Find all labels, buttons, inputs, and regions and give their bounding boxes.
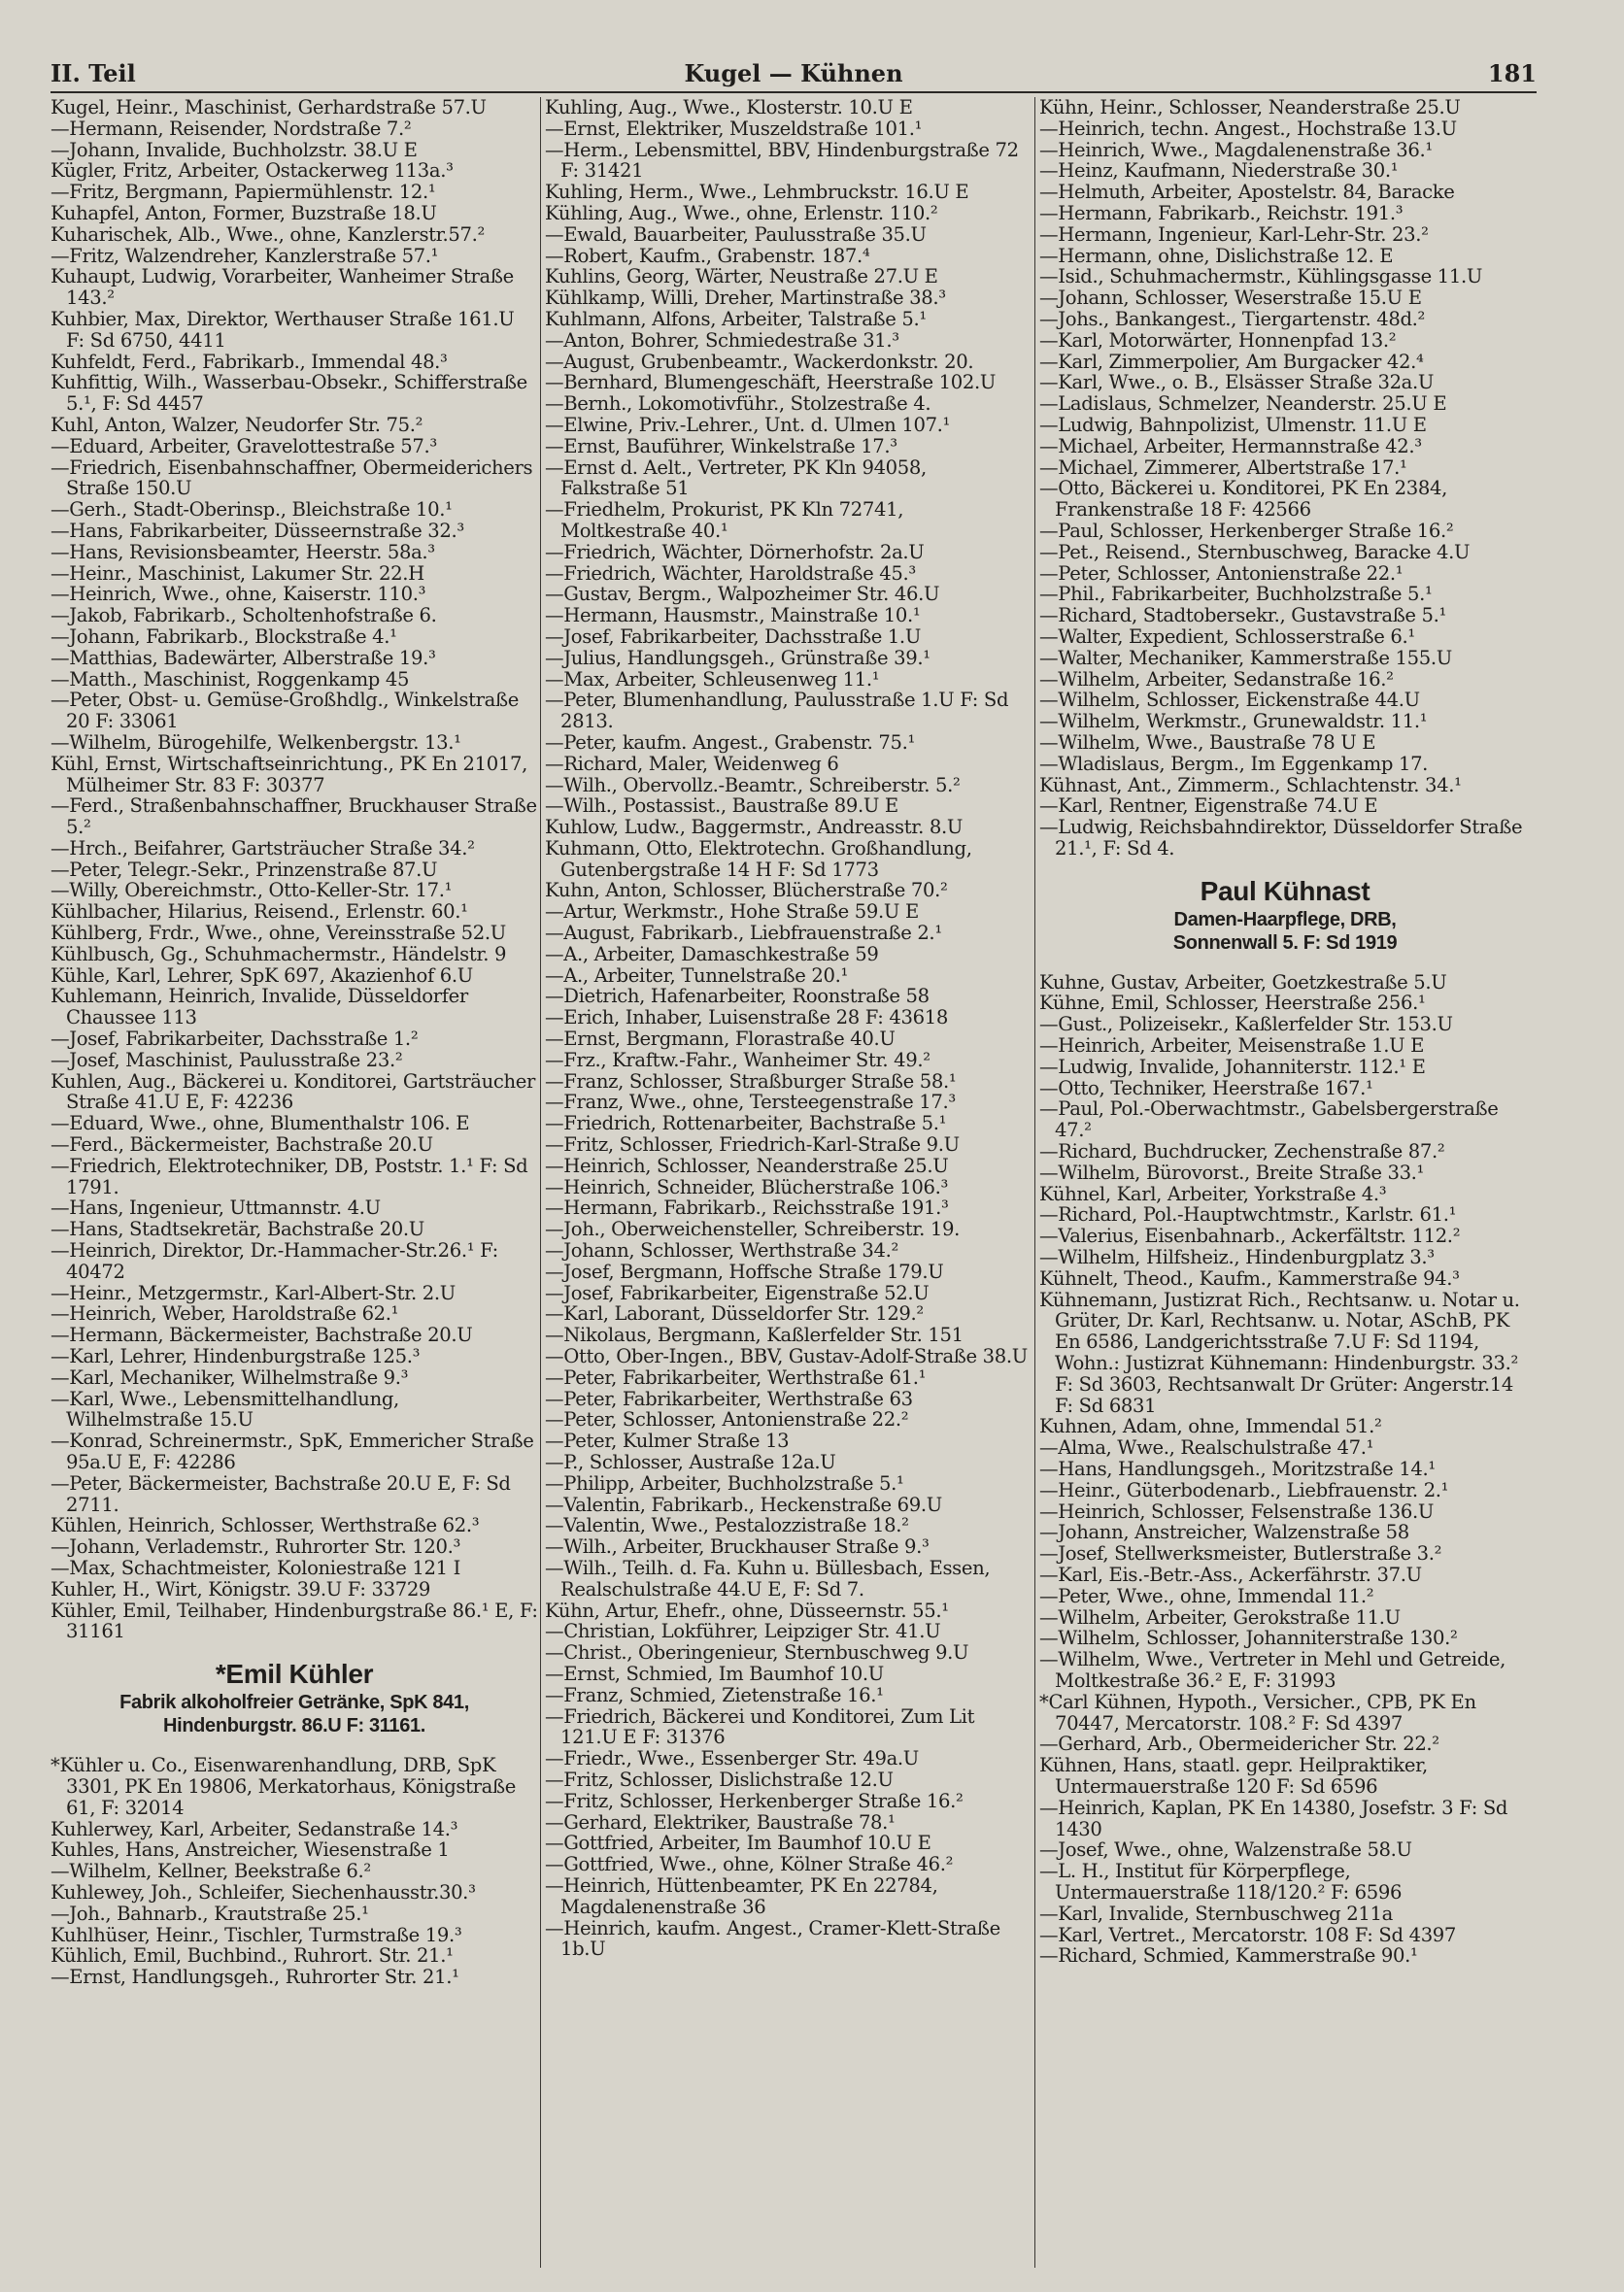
directory-entry: —August, Fabrikarb., Liebfrauenstraße 2.¹ xyxy=(545,922,942,945)
directory-entry: —Fritz, Schlosser, Dislichstraße 12.U xyxy=(545,1768,894,1791)
directory-entry: —Willy, Obereichmstr., Otto-Keller-Str. 17.¹ xyxy=(51,879,453,902)
directory-entry: —Ferd., Bäckermeister, Bachstraße 20.U xyxy=(51,1133,433,1157)
directory-entry: —Walter, Expedient, Schlosserstraße 6.¹ xyxy=(1039,624,1415,648)
directory-entry: —Ludwig, Invalide, Johanniterstr. 112.¹ E xyxy=(1039,1055,1426,1078)
directory-entry: —Gottfried, Arbeiter, Im Baumhof 10.U E xyxy=(545,1832,931,1855)
directory-entry: —Paul, Pol.-Oberwachtmstr., Gabelsbergerstraße 47.² xyxy=(1039,1097,1499,1142)
directory-entry: —Peter, Schlosser, Antonienstraße 22.¹ xyxy=(1039,561,1404,585)
directory-entry: Kuhmann, Otto, Elektrotechn. Großhandlung, Gutenbergstraße 14 H F: Sd 1773 xyxy=(545,836,972,881)
directory-entry: —Fritz, Schlosser, Friedrich-Karl-Straße 9.U xyxy=(545,1133,960,1157)
directory-entry: —Josef, Wwe., ohne, Walzenstraße 58.U xyxy=(1039,1838,1412,1862)
directory-entry: *Kühler u. Co., Eisenwarenhandlung, DRB, SpK 3301, PK En 19806, Merkatorhaus, Königstraße 61, F: 32014 xyxy=(51,1754,516,1819)
advertisement-title: Paul Kühnast xyxy=(1200,875,1370,906)
directory-entry: —Hermann, Bäckermeister, Bachstraße 20.U xyxy=(51,1324,473,1347)
directory-entry: —Isid., Schuhmachermstr., Kühlingsgasse 11.U xyxy=(1039,265,1482,288)
directory-entry: —Wilhelm, Hilfsheiz., Hindenburgplatz 3.³ xyxy=(1039,1246,1435,1269)
directory-entry: —Bernhard, Blumengeschäft, Heerstraße 102.U xyxy=(545,371,996,394)
directory-entry: Kuhne, Gustav, Arbeiter, Goetzkestraße 5.U xyxy=(1039,970,1447,994)
directory-entry: —Otto, Bäckerei u. Konditorei, PK En 2384, Frankenstraße 18 F: 42566 xyxy=(1039,477,1447,522)
directory-entry: —Jakob, Fabrikarb., Scholtenhofstraße 6. xyxy=(51,604,437,627)
directory-entry: —A., Arbeiter, Tunnelstraße 20.¹ xyxy=(545,963,848,987)
directory-entry: —Karl, Zimmerpolier, Am Burgacker 42.⁴ xyxy=(1039,350,1424,373)
directory-entry: —Pet., Reisend., Sternbuschweg, Baracke 4.U xyxy=(1039,540,1471,563)
directory-entry: —Ferd., Straßenbahnschaffner, Bruckhauser Straße 5.² xyxy=(51,794,537,839)
directory-entry: —Friedr., Wwe., Essenberger Str. 49a.U xyxy=(545,1747,919,1770)
directory-entry: —Ernst d. Aelt., Vertreter, PK Kln 94058, Falkstraße 51 xyxy=(545,455,927,500)
directory-entry: —Gustav, Bergm., Walpozheimer Str. 46.U xyxy=(545,583,940,606)
directory-entry: —Paul, Schlosser, Herkenberger Straße 16.² xyxy=(1039,519,1454,542)
advertisement xyxy=(51,1658,538,1737)
directory-entry: —Hermann, Fabrikarb., Reichsstraße 191.³ xyxy=(545,1197,949,1220)
directory-entry: —Richard, Pol.-Hauptwchtmstr., Karlstr. 61.¹ xyxy=(1039,1203,1457,1227)
advertisement-line: Hindenburgstr. 86.U F: 31161. xyxy=(163,1715,425,1737)
directory-entry: —Walter, Mechaniker, Kammerstraße 155.U xyxy=(1039,646,1452,669)
directory-entry: Kuhling, Aug., Wwe., Klosterstr. 10.U E xyxy=(545,97,913,118)
directory-entry: —Michael, Arbeiter, Hermannstraße 42.³ xyxy=(1039,434,1422,457)
directory-entry: Kuhlen, Aug., Bäckerei u. Konditorei, Gartsträucher Straße 41.U E, F: 42236 xyxy=(51,1069,536,1114)
directory-entry: —Nikolaus, Bergmann, Kaßlerfelder Str. 151 xyxy=(545,1324,964,1347)
directory-entry: —Frz., Kraftw.-Fahr., Wanheimer Str. 49.² xyxy=(545,1048,930,1071)
page-header xyxy=(51,56,1537,93)
directory-entry: —Heinz, Kaufmann, Niederstraße 30.¹ xyxy=(1039,159,1399,183)
directory-entry: —Artur, Werkmstr., Hohe Straße 59.U E xyxy=(545,900,919,924)
directory-entry: —Wilhelm, Schlosser, Eickenstraße 44.U xyxy=(1039,689,1420,712)
directory-entry: Kuhlewey, Joh., Schleifer, Siechenhausstr.30.³ xyxy=(51,1880,476,1904)
directory-entry: —Ernst, Schmied, Im Baumhof 10.U xyxy=(545,1662,884,1685)
directory-entry: —Fritz, Schlosser, Herkenberger Straße 16.² xyxy=(545,1789,964,1812)
directory-entry: —Joh., Bahnarb., Krautstraße 25.¹ xyxy=(51,1902,369,1925)
directory-entry: —Josef, Bergmann, Hoffsche Straße 179.U xyxy=(545,1260,944,1283)
directory-entry: Kühle, Karl, Lehrer, SpK 697, Akazienhof 6.U xyxy=(51,963,473,987)
directory-entry: —Hermann, Fabrikarb., Reichstr. 191.³ xyxy=(1039,201,1404,224)
advertisement xyxy=(1039,875,1531,955)
directory-entry: —Peter, kaufm. Angest., Grabenstr. 75.¹ xyxy=(545,730,916,754)
directory-entry: —Hans, Ingenieur, Uttmannstr. 4.U xyxy=(51,1197,381,1220)
directory-entry: —Wilhelm, Wwe., Baustraße 78 U E xyxy=(1039,730,1376,754)
directory-entry: Kühnel, Karl, Arbeiter, Yorkstraße 4.³ xyxy=(1039,1182,1387,1205)
directory-entry: —Phil., Fabrikarbeiter, Buchholzstraße 5.¹ xyxy=(1039,583,1433,606)
directory-entry: —Heinr., Maschinist, Lakumer Str. 22.H xyxy=(51,561,424,585)
directory-entry: —Heinrich, Wwe., Magdalenenstraße 36.¹ xyxy=(1039,138,1433,161)
directory-entry: —Fritz, Walzendreher, Kanzlerstraße 57.¹ xyxy=(51,244,439,267)
directory-entry: —Wilhelm, Arbeiter, Gerokstraße 11.U xyxy=(1039,1605,1401,1629)
directory-entry: —Erich, Inhaber, Luisenstraße 28 F: 43618 xyxy=(545,1006,948,1029)
directory-entry: —Friedrich, Rottenarbeiter, Bachstraße 5.¹ xyxy=(545,1112,947,1135)
directory-entry: —L. H., Institut für Körperpflege, Untermauerstraße 118/120.² F: 6596 xyxy=(1039,1860,1403,1904)
directory-entry: —Josef, Stellwerksmeister, Butlerstraße 3.² xyxy=(1039,1542,1442,1566)
directory-entry: —Eduard, Arbeiter, Gravelottestraße 57.³ xyxy=(51,434,437,457)
directory-entry: —Ernst, Bauführer, Winkelstraße 17.³ xyxy=(545,434,897,457)
directory-entry: Kühlbacher, Hilarius, Reisend., Erlenstr. 60.¹ xyxy=(51,900,468,924)
directory-entry: —Elwine, Priv.-Lehrer., Unt. d. Ulmen 107.¹ xyxy=(545,413,951,436)
directory-entry: —Otto, Ober-Ingen., BBV, Gustav-Adolf-Straße 38.U xyxy=(545,1345,1028,1368)
directory-entry: —Gottfried, Wwe., ohne, Kölner Straße 46.² xyxy=(545,1853,954,1876)
directory-entry: —Peter, Bäckermeister, Bachstraße 20.U E, F: Sd 2711. xyxy=(51,1471,511,1516)
directory-entry: —Wladislaus, Bergm., Im Eggenkamp 17. xyxy=(1039,752,1429,775)
directory-entry: —Johs., Bankangest., Tiergartenstr. 48d.² xyxy=(1039,307,1426,330)
directory-entry: —Herm., Lebensmittel, BBV, Hindenburgstraße 72 F: 31421 xyxy=(545,138,1019,183)
directory-entry: —Hermann, ohne, Dislichstraße 12. E xyxy=(1039,244,1394,267)
directory-entry: —Bernh., Lokomotivführ., Stolzestraße 4. xyxy=(545,392,931,416)
directory-entry: Kuhfeldt, Ferd., Fabrikarb., Immendal 48.³ xyxy=(51,350,448,373)
directory-entry: Kühlich, Emil, Buchbind., Ruhrort. Str. 21.¹ xyxy=(51,1944,454,1968)
directory-entry: —Friedrich, Eisenbahnschaffner, Obermeiderichers Straße 150.U xyxy=(51,455,533,500)
directory-entry: —Christian, Lokführer, Leipziger Str. 41.U xyxy=(545,1620,941,1643)
directory-entry: —Friedrich, Bäckerei und Konditorei, Zum Lit 121.U E F: 31376 xyxy=(545,1704,975,1749)
directory-entry: —Heinrich, Hüttenbeamter, PK En 22784, Magdalenenstraße 36 xyxy=(545,1873,938,1918)
directory-entry: Kuhles, Hans, Anstreicher, Wiesenstraße 1 xyxy=(51,1838,450,1862)
directory-entry: —Heinrich, Schlosser, Neanderstraße 25.U xyxy=(545,1154,949,1177)
directory-entry: —Helmuth, Arbeiter, Apostelstr. 84, Baracke xyxy=(1039,181,1455,204)
directory-entry: —Johann, Anstreicher, Walzenstraße 58 xyxy=(1039,1521,1409,1544)
directory-entry: Kühnast, Ant., Zimmerm., Schlachtenstr. 34.¹ xyxy=(1039,773,1462,796)
directory-entry: —Peter, Telegr.-Sekr., Prinzenstraße 87.U xyxy=(51,858,438,881)
directory-entry: —Josef, Fabrikarbeiter, Eigenstraße 52.U xyxy=(545,1281,930,1304)
advertisement-line: Fabrik alkoholfreier Getränke, SpK 841, xyxy=(119,1692,469,1714)
directory-entry: —Valentin, Fabrikarb., Heckenstraße 69.U xyxy=(545,1493,942,1516)
directory-entry: —Wilhelm, Arbeiter, Sedanstraße 16.² xyxy=(1039,667,1394,691)
directory-entry: —Heinrich, Schneider, Blücherstraße 106.³ xyxy=(545,1175,949,1198)
column-3 xyxy=(1039,97,1531,2273)
directory-entry: Kühn, Artur, Ehefr., ohne, Düsseernstr. 55.¹ xyxy=(545,1599,949,1622)
directory-entry: —A., Arbeiter, Damaschkestraße 59 xyxy=(545,942,879,965)
directory-entry: Kuhlerwey, Karl, Arbeiter, Sedanstraße 14.³ xyxy=(51,1817,458,1840)
directory-entry: —Joh., Oberweichensteller, Schreiberstr. 19. xyxy=(545,1218,960,1241)
directory-entry: —Ladislaus, Schmelzer, Neanderstr. 25.U E xyxy=(1039,392,1447,416)
directory-entry: —Wilhelm, Werkmstr., Grunewaldstr. 11.¹ xyxy=(1039,710,1428,733)
directory-entry: —Robert, Kaufm., Grabenstr. 187.⁴ xyxy=(545,244,870,267)
directory-entry: —Ludwig, Bahnpolizist, Ulmenstr. 11.U E xyxy=(1039,413,1427,436)
directory-entry: —Wilhelm, Wwe., Vertreter in Mehl und Getreide, Moltkestraße 36.² E, F: 31993 xyxy=(1039,1648,1506,1692)
directory-entry: Kuhlhüser, Heinr., Tischler, Turmstraße 19.³ xyxy=(51,1923,462,1946)
directory-entry: —Friedrich, Wächter, Haroldstraße 45.³ xyxy=(545,561,916,585)
directory-entry: —Heinr., Güterbodenarb., Liebfrauenstr. 2.¹ xyxy=(1039,1478,1449,1501)
directory-entry: —Karl, Wwe., o. B., Elsässer Straße 32a.U xyxy=(1039,371,1435,394)
directory-entry: —Johann, Invalide, Buchholzstr. 38.U E xyxy=(51,138,418,161)
directory-entry: —Karl, Wwe., Lebensmittelhandlung, Wilhelmstraße 15.U xyxy=(51,1387,399,1432)
directory-entry: —Heinrich, Wwe., ohne, Kaiserstr. 110.³ xyxy=(51,583,426,606)
directory-entry: —Wilhelm, Kellner, Beekstraße 6.² xyxy=(51,1860,371,1883)
directory-entry: —Ernst, Elektriker, Muszeldstraße 101.¹ xyxy=(545,117,923,140)
directory-entry: —Peter, Fabrikarbeiter, Werthstraße 63 xyxy=(545,1387,913,1410)
directory-entry: Kuhlmann, Alfons, Arbeiter, Talstraße 5.¹ xyxy=(545,307,927,330)
directory-entry: —Valerius, Eisenbahnarb., Ackerfältstr. 112.² xyxy=(1039,1225,1461,1248)
directory-entry: —Heinrich, Kaplan, PK En 14380, Josefstr. 3 F: Sd 1430 xyxy=(1039,1796,1508,1840)
directory-entry: —Johann, Fabrikarb., Blockstraße 4.¹ xyxy=(51,624,397,648)
directory-entry: —Konrad, Schreinermstr., SpK, Emmericher Straße 95a.U E, F: 42286 xyxy=(51,1430,534,1473)
directory-entry: —Friedrich, Elektrotechniker, DB, Poststr. 1.¹ F: Sd 1791. xyxy=(51,1154,528,1198)
advertisement-title: *Emil Kühler xyxy=(215,1659,374,1690)
directory-entry: —Heinrich, Schlosser, Felsenstraße 136.U xyxy=(1039,1500,1434,1523)
directory-entry: Kühlen, Heinrich, Schlosser, Werthstraße 62.³ xyxy=(51,1514,480,1537)
directory-entry: Kühnemann, Justizrat Rich., Rechtsanw. u. Notar u. Grüter, Dr. Karl, Rechtsanw. u. Notar, ASchB, PK En 6586, Landgerichtsstraße 7.U F: Sd 1194, Wohn.: Justizrat Kühnemann: Hindenburgstr. 33.² F: Sd 3603, Rechtsanwalt Dr Grüter: Angerstr.14 F: Sd 6831 xyxy=(1039,1288,1520,1417)
column-divider xyxy=(1034,97,1035,2268)
directory-entry: Kuhler, H., Wirt, Königstr. 39.U F: 33729 xyxy=(51,1577,431,1601)
directory-entry: —Dietrich, Hafenarbeiter, Roonstraße 58 xyxy=(545,985,930,1008)
directory-entry: —Matthias, Badewärter, Alberstraße 19.³ xyxy=(51,646,436,669)
directory-entry: —Hans, Handlungsgeh., Moritzstraße 14.¹ xyxy=(1039,1458,1436,1481)
directory-entry: —Karl, Rentner, Eigenstraße 74.U E xyxy=(1039,794,1378,818)
directory-entry: —Franz, Wwe., ohne, Tersteegenstraße 17.³ xyxy=(545,1091,956,1114)
directory-entry: —Karl, Vertret., Mercatorstr. 108 F: Sd 4397 xyxy=(1039,1923,1457,1946)
directory-entry: —Karl, Invalide, Sternbuschweg 211a xyxy=(1039,1902,1393,1925)
directory-entry: —Josef, Fabrikarbeiter, Dachsstraße 1.U xyxy=(545,624,921,648)
directory-entry: —Wilhelm, Bürogehilfe, Welkenbergstr. 13.¹ xyxy=(51,730,461,754)
directory-entry: Kuhlemann, Heinrich, Invalide, Düsseldorfer Chaussee 113 xyxy=(51,985,468,1029)
directory-entry: Kühler, Emil, Teilhaber, Hindenburgstraße 86.¹ E, F: 31161 xyxy=(51,1599,538,1643)
directory-entry: —Josef, Fabrikarbeiter, Dachsstraße 1.² xyxy=(51,1028,419,1051)
directory-entry: —Peter, Kulmer Straße 13 xyxy=(545,1430,790,1453)
directory-entry: Kuhl, Anton, Walzer, Neudorfer Str. 75.² xyxy=(51,413,423,436)
directory-entry: —Peter, Schlosser, Antonienstraße 22.² xyxy=(545,1408,909,1432)
directory-entry: —Karl, Lehrer, Hindenburgstraße 125.³ xyxy=(51,1345,421,1368)
directory-entry: —Eduard, Wwe., ohne, Blumenthalstr 106. E xyxy=(51,1112,470,1135)
directory-entry: —Karl, Laborant, Düsseldorfer Str. 129.² xyxy=(545,1302,924,1326)
directory-entry: Kühnelt, Theod., Kaufm., Kammerstraße 94.³ xyxy=(1039,1266,1460,1290)
directory-entry: Kuhapfel, Anton, Former, Buzstraße 18.U xyxy=(51,201,437,224)
directory-entry: Kühnen, Hans, staatl. gepr. Heilpraktiker, Untermauerstraße 120 F: Sd 6596 xyxy=(1039,1754,1428,1798)
directory-entry: —Franz, Schmied, Zietenstraße 16.¹ xyxy=(545,1683,884,1706)
directory-entry: —Hermann, Reisender, Nordstraße 7.² xyxy=(51,117,412,140)
directory-entry: —Ernst, Bergmann, Florastraße 40.U xyxy=(545,1028,896,1051)
directory-entry: Kühling, Aug., Wwe., ohne, Erlenstr. 110.² xyxy=(545,201,938,224)
directory-entry: Kügler, Fritz, Arbeiter, Ostackerweg 113a.³ xyxy=(51,159,454,183)
directory-entry: Kühn, Heinr., Schlosser, Neanderstraße 25.U xyxy=(1039,97,1461,118)
directory-entry: —Heinr., Metzgermstr., Karl-Albert-Str. 2.U xyxy=(51,1281,456,1304)
directory-entry: Kuhnen, Adam, ohne, Immendal 51.² xyxy=(1039,1415,1382,1438)
directory-entry: —Richard, Buchdrucker, Zechenstraße 87.² xyxy=(1039,1140,1445,1163)
directory-entry: —P., Schlosser, Austraße 12a.U xyxy=(545,1451,836,1473)
directory-entry: —Friedhelm, Prokurist, PK Kln 72741, Moltkestraße 40.¹ xyxy=(545,498,904,542)
directory-entry: Kuhbier, Max, Direktor, Werthauser Straße 161.U F: Sd 6750, 4411 xyxy=(51,307,515,352)
directory-entry: —Hans, Stadtsekretär, Bachstraße 20.U xyxy=(51,1218,424,1241)
directory-entry: —Friedrich, Wächter, Dörnerhofstr. 2a.U xyxy=(545,540,925,563)
directory-entry: —Julius, Handlungsgeh., Grünstraße 39.¹ xyxy=(545,646,930,669)
directory-entry: *Carl Kühnen, Hypoth., Versicher., CPB, PK En 70447, Mercatorstr. 108.² F: Sd 4397 xyxy=(1039,1690,1476,1735)
directory-entry: —Otto, Techniker, Heerstraße 167.¹ xyxy=(1039,1076,1373,1099)
directory-entry: —Peter, Fabrikarbeiter, Werthstraße 61.¹ xyxy=(545,1365,927,1389)
directory-entry: —Max, Schachtmeister, Koloniestraße 121 I xyxy=(51,1556,461,1579)
directory-entry: —Anton, Bohrer, Schmiedestraße 31.³ xyxy=(545,328,899,352)
directory-entry: Kugel, Heinr., Maschinist, Gerhardstraße 57.U xyxy=(51,97,487,118)
directory-entry: —Heinrich, Arbeiter, Meisenstraße 1.U E xyxy=(1039,1034,1425,1058)
directory-entry: —Peter, Blumenhandlung, Paulusstraße 1.U F: Sd 2813. xyxy=(545,689,1009,733)
directory-entry: —Gerhard, Arb., Obermeidericher Str. 22.² xyxy=(1039,1733,1439,1756)
column-divider xyxy=(540,97,541,2268)
directory-entry: —Franz, Schlosser, Straßburger Straße 58.¹ xyxy=(545,1069,957,1093)
directory-entry: —Richard, Stadtobersekr., Gustavstraße 5.¹ xyxy=(1039,604,1447,627)
directory-entry: —Hans, Revisionsbeamter, Heerstr. 58a.³ xyxy=(51,540,435,563)
directory-entry: —Ewald, Bauarbeiter, Paulusstraße 35.U xyxy=(545,222,927,246)
section-label: II. Teil xyxy=(51,59,136,87)
directory-entry: Kuhling, Herm., Wwe., Lehmbruckstr. 16.U E xyxy=(545,181,969,204)
directory-entry: —Gerhard, Elektriker, Baustraße 78.¹ xyxy=(545,1810,896,1834)
directory-entry: —Wilh., Obervollz.-Beamtr., Schreiberstr. 5.² xyxy=(545,773,961,796)
directory-entry: —Michael, Zimmerer, Albertstraße 17.¹ xyxy=(1039,455,1407,479)
directory-entry: —Matth., Maschinist, Roggenkamp 45 xyxy=(51,667,410,691)
directory-entry: —Gust., Polizeisekr., Kaßlerfelder Str. 153.U xyxy=(1039,1013,1453,1036)
directory-entry: —Hans, Fabrikarbeiter, Düsseernstraße 32.³ xyxy=(51,519,464,542)
directory-entry: —Richard, Maler, Weidenweg 6 xyxy=(545,752,839,775)
page-number: 181 xyxy=(1487,59,1537,87)
directory-entry: —Wilh., Teilh. d. Fa. Kuhn u. Büllesbach, Essen, Realschulstraße 44.U E, F: Sd 7. xyxy=(545,1556,991,1601)
directory-entry: —Johann, Schlosser, Werthstraße 34.² xyxy=(545,1239,898,1263)
directory-entry: —Max, Arbeiter, Schleusenweg 11.¹ xyxy=(545,667,880,691)
directory-entry: —Heinrich, kaufm. Angest., Cramer-Klett-Straße 1b.U xyxy=(545,1916,1000,1961)
directory-entry: Kuhlow, Ludw., Baggermstr., Andreasstr. 8.U xyxy=(545,816,964,839)
directory-entry: —Wilhelm, Bürovorst., Breite Straße 33.¹ xyxy=(1039,1161,1425,1184)
directory-entry: Kühlbusch, Gg., Schuhmachermstr., Händelstr. 9 xyxy=(51,942,507,965)
advertisement-line: Sonnenwall 5. F: Sd 1919 xyxy=(1172,931,1398,954)
directory-entry: —Josef, Maschinist, Paulusstraße 23.² xyxy=(51,1048,403,1071)
directory-entry: —Karl, Mechaniker, Wilhelmstraße 9.³ xyxy=(51,1365,409,1389)
name-range: Kugel — Kühnen xyxy=(684,59,903,87)
directory-entry: —Richard, Schmied, Kammerstraße 90.¹ xyxy=(1039,1944,1418,1968)
directory-entry: —Ludwig, Reichsbahndirektor, Düsseldorfer Straße 21.¹, F: Sd 4. xyxy=(1039,816,1523,860)
directory-entry: —Ernst, Handlungsgeh., Ruhrorter Str. 21.¹ xyxy=(51,1966,459,1989)
column-1 xyxy=(51,97,538,2273)
directory-entry: Kühne, Emil, Schlosser, Heerstraße 256.¹ xyxy=(1039,992,1426,1015)
directory-entry: —August, Grubenbeamtr., Wackerdonkstr. 20. xyxy=(545,350,974,373)
directory-entry: —Hrch., Beifahrer, Gartsträucher Straße 34.² xyxy=(51,836,475,860)
directory-entry: Kuhaupt, Ludwig, Vorarbeiter, Wanheimer Straße 143.² xyxy=(51,265,514,310)
directory-entry: —Hermann, Hausmstr., Mainstraße 10.¹ xyxy=(545,604,921,627)
directory-entry: —Heinrich, Weber, Haroldstraße 62.¹ xyxy=(51,1302,399,1326)
directory-entry: —Peter, Wwe., ohne, Immendal 11.² xyxy=(1039,1584,1374,1607)
directory-entry: —Wilh., Arbeiter, Bruckhauser Straße 9.³ xyxy=(545,1535,930,1559)
directory-entry: —Gerh., Stadt-Oberinsp., Bleichstraße 10.¹ xyxy=(51,498,453,522)
directory-entry: Kuhfittig, Wilh., Wasserbau-Obsekr., Schifferstraße 5.¹, F: Sd 4457 xyxy=(51,371,527,416)
directory-entry: Kühlberg, Frdr., Wwe., ohne, Vereinsstraße 52.U xyxy=(51,922,506,945)
directory-entry: Kühl, Ernst, Wirtschaftseinrichtung., PK En 21017, Mülheimer Str. 83 F: 30377 xyxy=(51,752,527,796)
directory-entry: Kuhlins, Georg, Wärter, Neustraße 27.U E xyxy=(545,265,938,288)
column-2 xyxy=(545,97,1031,2273)
directory-entry: —Karl, Motorwärter, Honnenpfad 13.² xyxy=(1039,328,1397,352)
directory-entry: —Alma, Wwe., Realschulstraße 47.¹ xyxy=(1039,1436,1374,1460)
directory-entry: —Johann, Schlosser, Weserstraße 15.U E xyxy=(1039,286,1422,310)
directory-entry: —Valentin, Wwe., Pestalozzistraße 18.² xyxy=(545,1514,909,1537)
directory-entry: —Heinrich, techn. Angest., Hochstraße 13.U xyxy=(1039,117,1457,140)
directory-entry: —Wilh., Postassist., Baustraße 89.U E xyxy=(545,794,898,818)
directory-entry: —Christ., Oberingenieur, Sternbuschweg 9.U xyxy=(545,1641,969,1665)
directory-entry: —Heinrich, Direktor, Dr.-Hammacher-Str.26.¹ F: 40472 xyxy=(51,1239,498,1283)
directory-entry: —Hermann, Ingenieur, Karl-Lehr-Str. 23.² xyxy=(1039,222,1429,246)
directory-entry: Kühlkamp, Willi, Dreher, Martinstraße 38.³ xyxy=(545,286,946,310)
directory-entry: Kuharischek, Alb., Wwe., ohne, Kanzlerstr.57.² xyxy=(51,222,486,246)
directory-entry: —Peter, Obst- u. Gemüse-Großhdlg., Winkelstraße 20 F: 33061 xyxy=(51,689,519,733)
directory-entry: —Johann, Verlademstr., Ruhrorter Str. 120.³ xyxy=(51,1535,461,1559)
directory-entry: —Philipp, Arbeiter, Buchholzstraße 5.¹ xyxy=(545,1471,904,1495)
advertisement-line: Damen-Haarpflege, DRB, xyxy=(1173,908,1397,930)
directory-entry: —Karl, Eis.-Betr.-Ass., Ackerfährstr. 37.U xyxy=(1039,1564,1422,1586)
directory-entry: —Fritz, Bergmann, Papiermühlenstr. 12.¹ xyxy=(51,181,436,204)
directory-entry: —Wilhelm, Schlosser, Johanniterstraße 130.² xyxy=(1039,1627,1458,1650)
directory-entry: Kuhn, Anton, Schlosser, Blücherstraße 70.² xyxy=(545,879,948,902)
